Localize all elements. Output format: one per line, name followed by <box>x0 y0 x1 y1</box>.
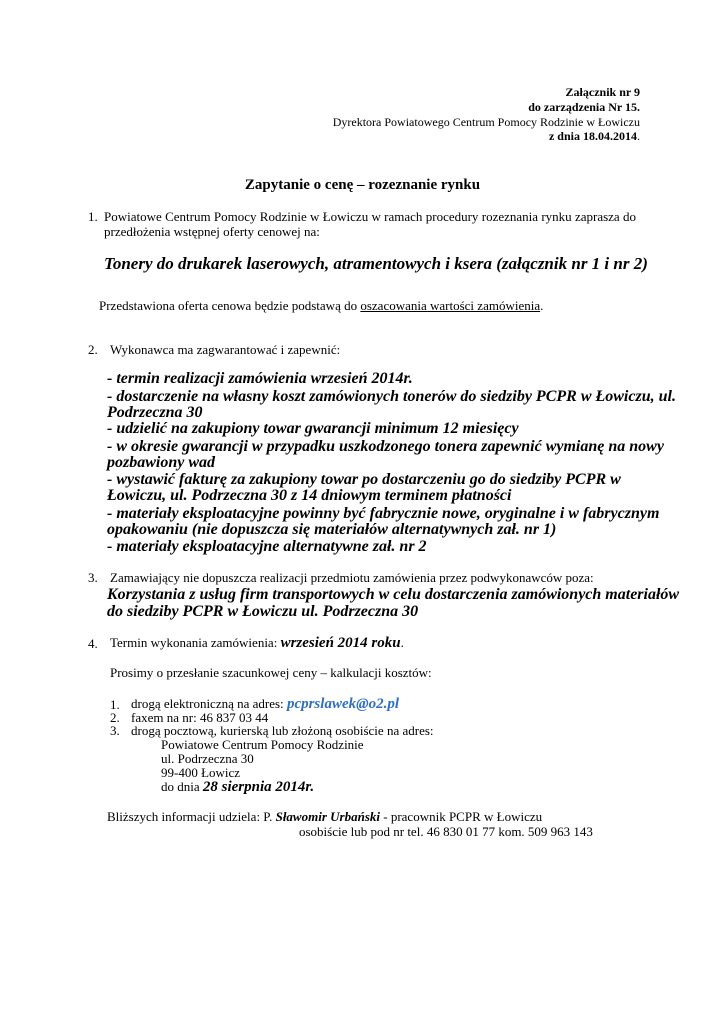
address-line: ul. Podrzeczna 30 <box>161 751 254 766</box>
requirement-line: - w okresie gwarancji w przypadku uszkodzonego tonera zapewnić wymianę na nowy <box>107 438 664 455</box>
estimation-link-text: oszacowania wartości zamówienia <box>360 298 541 313</box>
section-number: 3. <box>88 570 98 585</box>
offer-note: Przedstawiona oferta cenowa będzie podstawą do oszacowania wartości zamówienia. <box>99 298 544 313</box>
section-number: 2. <box>88 342 98 357</box>
requirement-line: Podrzeczna 30 <box>107 404 203 421</box>
section-number: 1. <box>88 209 98 224</box>
requirement-line: opakowaniu (nie dopuszcza się materiałów alternatywnych zał. nr 1) <box>107 521 557 538</box>
contact-person: Sławomir Urbański <box>275 809 380 824</box>
page-title: Zapytanie o cenę – rozeznanie rynku <box>244 177 481 193</box>
section2-intro: Wykonawca ma zagwarantować i zapewnić: <box>110 342 341 357</box>
requirement-line: Łowiczu, ul. Podrzeczna 30 z 14 dniowym terminem płatności <box>107 487 512 504</box>
address-line: Powiatowe Centrum Pomocy Rodzinie <box>161 737 364 752</box>
requirement-line: - materiały eksploatacyjne alternatywne zał. nr 2 <box>107 538 427 555</box>
annex-number: Załącznik nr 9 <box>565 85 640 99</box>
subcontracting-exception-line2: do siedziby PCPR w Łowiczu ul. Podrzeczna 30 <box>107 603 419 620</box>
requirement-line: - materiały eksploatacyjne powinny być fabrycznie nowe, oryginalne i w fabrycznym <box>107 505 660 522</box>
due-date-line: do dnia 28 sierpnia 2014r. <box>161 779 315 795</box>
method-number: 2. <box>110 710 120 725</box>
deadline-line: Termin wykonania zamówienia: wrzesień 2014 roku. <box>110 635 404 651</box>
due-date: 28 sierpnia 2014r. <box>202 779 315 795</box>
price-request: Prosimy o przesłanie szacunkowej ceny – kalkulacji kosztów: <box>110 665 432 680</box>
ordinance-number: do zarządzenia Nr 15. <box>528 100 640 114</box>
method-post: drogą pocztową, kurierską lub złożoną osobiście na adres: <box>131 723 434 738</box>
section3-intro: Zamawiający nie dopuszcza realizacji przedmiotu zamówienia przez podwykonawców poza: <box>110 570 594 585</box>
issuer: Dyrektora Powiatowego Centrum Pomocy Rodzinie w Łowiczu <box>332 115 640 129</box>
email-link[interactable]: pcprslawek@o2.pl <box>286 696 399 712</box>
method-number: 1. <box>110 697 120 712</box>
contact-line: Bliższych informacji udziela: P. Sławomir Urbański - pracownik PCPR w Łowiczu <box>107 809 543 824</box>
requirement-line: - dostarczenie na własny koszt zamówionych tonerów do siedziby PCPR w Łowiczu, ul. <box>107 388 676 405</box>
requirement-line: - termin realizacji zamówienia wrzesień 2014r. <box>107 370 413 387</box>
method-fax: faxem na nr: 46 837 03 44 <box>131 710 269 725</box>
document-date: z dnia 18.04.2014. <box>548 129 640 143</box>
method-number: 3. <box>110 723 120 738</box>
subcontracting-exception-line1: Korzystania z usług firm transportowych w celu dostarczenia zamówionych materiałów <box>107 586 680 603</box>
requirement-line: - wystawić fakturę za zakupiony towar po dostarczeniu go do siedziby PCPR w <box>107 471 621 488</box>
order-subject: Tonery do drukarek laserowych, atramentowych i ksera (załącznik nr 1 i nr 2) <box>104 254 648 273</box>
requirement-line: - udzielić na zakupiony towar gwarancji minimum 12 miesięcy <box>107 420 519 437</box>
requirement-line: pozbawiony wad <box>107 454 216 471</box>
deadline-value: wrzesień 2014 roku <box>280 635 401 651</box>
method-email: drogą elektroniczną na adres: pcprslawek@o2.pl <box>131 696 399 712</box>
section-number: 4. <box>88 636 98 651</box>
section1-line1: Powiatowe Centrum Pomocy Rodzinie w Łowiczu w ramach procedury rozeznania rynku zaprasza do <box>104 209 636 224</box>
section1-line2: przedłożenia wstępnej oferty cenowej na: <box>104 224 320 239</box>
contact-phones: osobiście lub pod nr tel. 46 830 01 77 kom. 509 963 143 <box>299 824 593 839</box>
address-line: 99-400 Łowicz <box>161 765 241 780</box>
date-value: z dnia 18.04.2014 <box>548 129 637 143</box>
